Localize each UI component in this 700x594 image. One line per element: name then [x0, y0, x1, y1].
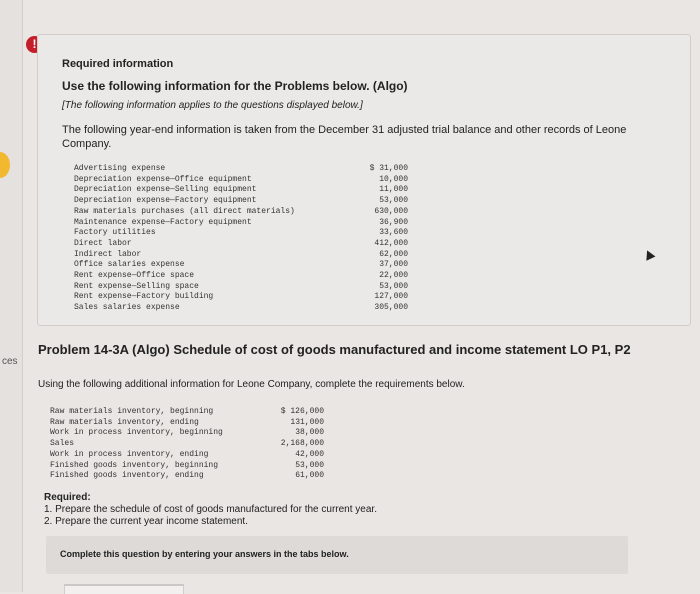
row-amount: 630,000: [374, 206, 408, 216]
table-row: [74, 196, 408, 207]
row-amount: $ 31,000: [369, 164, 408, 173]
row-amount: 36,900: [379, 217, 408, 227]
row-label: Sales salaries expense: [74, 303, 180, 313]
row-amount: 38,000: [295, 428, 324, 438]
table-row: [74, 303, 408, 314]
row-amount: 10,000: [379, 174, 408, 184]
table-row: [74, 175, 408, 186]
row-amount: 127,000: [374, 292, 408, 302]
row-label: Work in process inventory, ending: [50, 449, 209, 459]
table-row: [74, 185, 408, 196]
row-amount: 42,000: [295, 449, 324, 459]
row-amount: $ 126,000: [280, 407, 324, 416]
row-label: Raw materials inventory, beginning: [50, 407, 214, 416]
info-title: Required information: [62, 58, 174, 70]
table-row: [50, 407, 324, 418]
table-row: [74, 250, 408, 261]
row-label: Raw materials inventory, ending: [50, 417, 199, 427]
answer-tab[interactable]: [64, 584, 184, 594]
alert-icon: !: [26, 36, 43, 53]
table-row: [74, 260, 408, 271]
row-amount: 53,000: [379, 196, 408, 206]
trial-balance-table: [74, 164, 408, 314]
table-row: [74, 218, 408, 229]
row-label: Factory utilities: [74, 228, 156, 238]
row-amount: 412,000: [374, 238, 408, 248]
table-row: [74, 282, 408, 293]
row-amount: 33,600: [379, 228, 408, 238]
row-label: Raw materials purchases (all direct materials): [74, 206, 295, 216]
table-row: [50, 461, 324, 472]
required-information-card: [37, 34, 691, 326]
required-heading: Required:: [44, 492, 91, 503]
row-label: Office salaries expense: [74, 260, 185, 270]
table-row: [50, 450, 324, 461]
row-amount: 53,000: [379, 281, 408, 291]
problem-title: Problem 14-3A (Algo) Schedule of cost of goods manufactured and income statement LO P1, P2: [38, 342, 631, 357]
required-item: 2. Prepare the current year income statement.: [44, 516, 248, 527]
row-label: Finished goods inventory, beginning: [50, 460, 219, 470]
table-row: [74, 239, 408, 250]
row-amount: 61,000: [295, 471, 324, 481]
complete-question-text: Complete this question by entering your answers in the tabs below.: [60, 549, 349, 559]
row-amount: 305,000: [374, 303, 408, 313]
row-label: Work in process inventory, beginning: [50, 428, 223, 438]
table-row: [74, 271, 408, 282]
complete-question-banner: [46, 536, 628, 574]
row-label: Depreciation expense—Selling equipment: [74, 185, 257, 195]
required-section: [44, 492, 377, 528]
left-sidebar: [0, 0, 23, 592]
problem-intro: Using the following additional information for Leone Company, complete the requirements below.: [38, 379, 465, 390]
info-heading: Use the following information for the Problems below. (Algo): [62, 79, 408, 93]
row-amount: 11,000: [379, 185, 408, 195]
row-label: Depreciation expense—Factory equipment: [74, 196, 257, 206]
row-label: Depreciation expense—Office equipment: [74, 174, 252, 184]
row-label: Rent expense—Factory building: [74, 292, 214, 302]
row-amount: 53,000: [295, 460, 324, 470]
row-amount: 62,000: [379, 249, 408, 259]
table-row: [50, 471, 324, 482]
row-amount: 131,000: [290, 417, 324, 427]
table-row: [50, 439, 324, 450]
table-row: [74, 292, 408, 303]
row-amount: 22,000: [379, 271, 408, 281]
sidebar-tab-label[interactable]: ces: [2, 356, 18, 367]
info-intro: The following year-end information is taken from the December 31 adjusted trial balance and other records of Leone Company.: [62, 124, 627, 150]
row-label: Maintenance expense—Factory equipment: [74, 217, 252, 227]
row-label: Advertising expense: [74, 164, 166, 173]
info-note: [The following information applies to the questions displayed below.]: [62, 100, 363, 111]
table-row: [74, 228, 408, 239]
row-label: Rent expense—Selling space: [74, 281, 199, 291]
row-amount: 37,000: [379, 260, 408, 270]
table-row: [74, 207, 408, 218]
table-row: [50, 418, 324, 429]
row-amount: 2,168,000: [280, 439, 324, 449]
row-label: Direct labor: [74, 238, 132, 248]
row-label: Indirect labor: [74, 249, 142, 259]
required-item: 1. Prepare the schedule of cost of goods manufactured for the current year.: [44, 504, 377, 515]
table-row: [74, 164, 408, 175]
progress-dot-icon[interactable]: [0, 152, 10, 178]
table-row: [50, 428, 324, 439]
row-label: Finished goods inventory, ending: [50, 471, 204, 481]
additional-info-table: [50, 407, 324, 482]
row-label: Rent expense—Office space: [74, 271, 195, 281]
row-label: Sales: [50, 439, 75, 449]
